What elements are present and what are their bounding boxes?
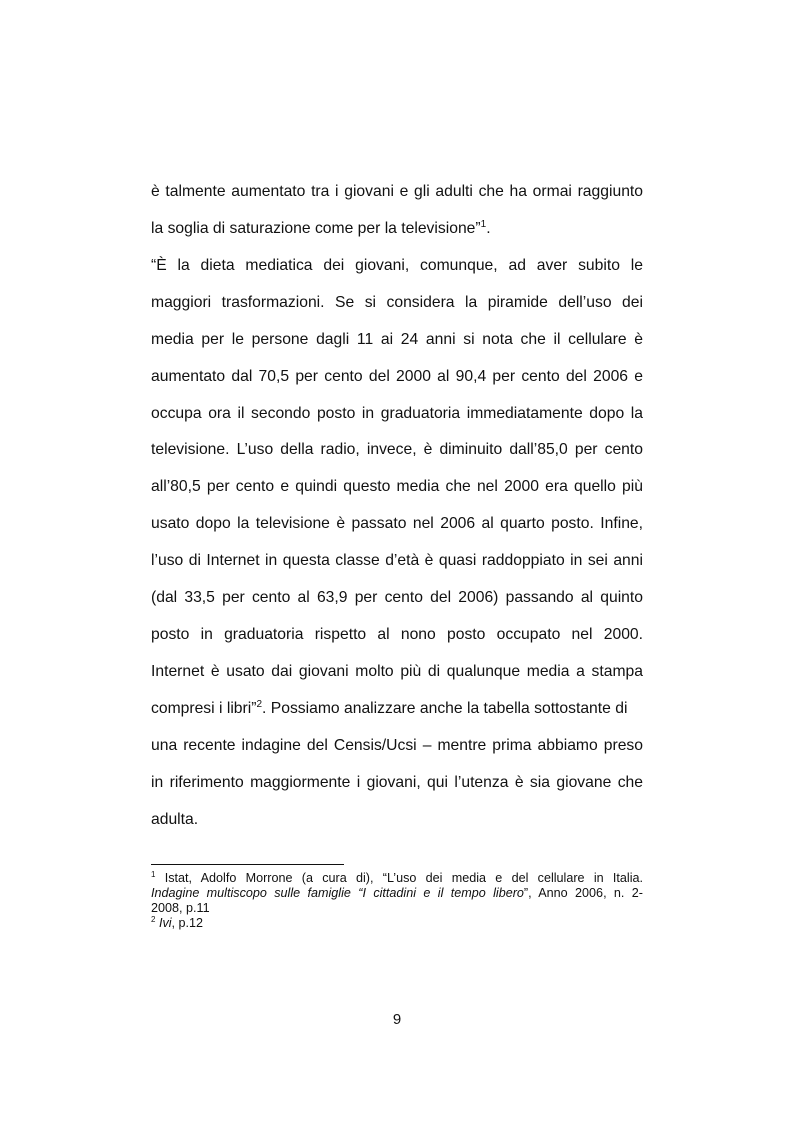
body-line-text: . Possiamo analizzare anche la tabella sottostante di [262,700,628,717]
body-line: una recente indagine del Censis/Ucsi – mentre prima abbiamo preso [151,737,643,754]
body-line: aumentato dal 70,5 per cento del 2000 al 90,4 per cento del 2006 e [151,368,643,385]
footnote-separator [151,864,344,865]
body-line: televisione. L’uso della radio, invece, è diminuito dall’85,0 per cento [151,441,643,458]
body-line [151,220,643,238]
body-line: media per le persone dagli 11 ai 24 anni si nota che il cellulare è [151,331,643,348]
footnote-number: 2 [151,915,156,924]
body-line-text: compresi i libri” [151,700,257,717]
footnote-text: ”, Anno 2006, n. 2- [523,886,643,900]
body-line: adulta. [151,811,199,828]
body-line-text: . [486,220,491,237]
body-line: occupa ora il secondo posto in graduatoria immediatamente dopo la [151,405,643,422]
body-line: è talmente aumentato tra i giovani e gli adulti che ha ormai raggiunto [151,183,643,200]
page-number: 9 [392,1011,402,1028]
footnote-title-italic: Indagine multiscopo sulle famiglie “I cittadini e il tempo libero [151,886,524,900]
body-line: l’uso di Internet in questa classe d’età è quasi raddoppiato in sei anni [151,552,643,569]
footnote-1 [151,871,643,886]
body-line: maggiori trasformazioni. Se si considera la piramide dell’uso dei [151,294,643,311]
footnote-text: Istat, Adolfo Morrone (a cura di), “L’uso dei media e del cellulare in Italia. [164,871,643,885]
body-line: usato dopo la televisione è passato nel 2006 al quarto posto. Infine, [151,515,643,532]
footnote-text: , p.12 [171,916,204,930]
body-line: “È la dieta mediatica dei giovani, comunque, ad aver subito le [151,257,643,274]
footnote-ref-1: 1 [480,219,487,230]
footnote-ref-2: 2 [256,699,263,710]
body-line: in riferimento maggiormente i giovani, qui l’utenza è sia giovane che [151,774,643,791]
body-line-text: la soglia di saturazione come per la televisione” [151,220,481,237]
body-line: posto in graduatoria rispetto al nono posto occupato nel 2000. [151,626,643,643]
footnote-title-italic: Ivi [158,916,172,930]
footnote-number: 1 [151,870,156,879]
body-line: Internet è usato dai giovani molto più di qualunque media a stampa [151,663,643,680]
body-line: (dal 33,5 per cento al 63,9 per cento del 2006) passando al quinto [151,589,643,606]
body-line: all’80,5 per cento e quindi questo media che nel 2000 era quello più [151,478,643,495]
body-line [151,700,643,718]
footnote-2 [151,916,643,931]
footnote-1-cont [151,886,643,901]
footnote-1-cont: 2008, p.11 [151,901,210,915]
